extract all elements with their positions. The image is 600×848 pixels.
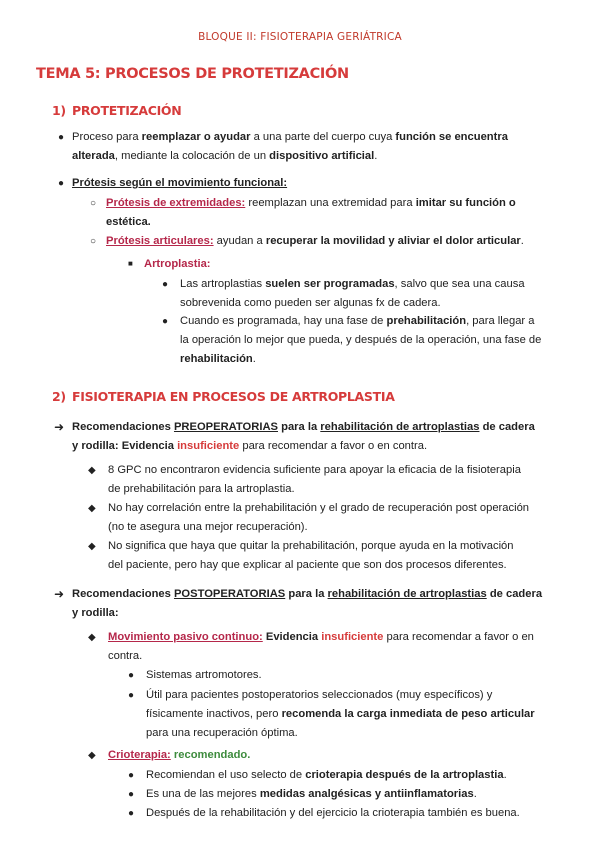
bullet-dot-icon: ●: [162, 316, 169, 327]
arrow-right-icon: ➜: [54, 587, 65, 601]
bullet-dot-icon: ●: [128, 808, 135, 819]
protesis-articulares: Prótesis articulares: ayudan a recuperar la movilidad y aliviar el dolor articular.: [106, 235, 524, 247]
definition-paragraph: Proceso para reemplazar o ayudar a una parte del cuerpo cuya función se encuentra alterada, mediante la colocación de un dispositivo artificial.: [72, 131, 508, 162]
section-2-title: FISIOTERAPIA EN PROCESOS DE ARTROPLASTIA: [72, 389, 395, 404]
crioterapia: Crioterapia: recomendado.: [108, 749, 251, 761]
mpc-point-1: Sistemas artromotores.: [146, 669, 262, 681]
movimiento-pasivo: Movimiento pasivo continuo: Evidencia insuficiente para recomendar a favor o en contra.: [108, 631, 534, 662]
bullet-circle-icon: ○: [90, 198, 97, 209]
section-1-heading: [52, 103, 181, 118]
bullet-diamond-icon: ◆: [88, 632, 96, 643]
bullet-dot-icon: ●: [128, 690, 135, 701]
tema-title: TEMA 5: PROCESOS DE PROTETIZACIÓN: [36, 66, 349, 82]
pre-point-2: No hay correlación entre la prehabilitación y el grado de recuperación post operación (no te asegura una mejor recuperación).: [108, 502, 530, 533]
postoperatorias-paragraph: Recomendaciones POSTOPERATORIAS para la rehabilitación de artroplastias de cadera y rodilla:: [72, 588, 543, 619]
artroplastia-heading: Artroplastia:: [144, 258, 211, 270]
bullet-diamond-icon: ◆: [88, 465, 96, 476]
protesis-heading: Prótesis según el movimiento funcional:: [72, 177, 288, 189]
section-2-heading: [52, 389, 395, 404]
protesis-extremidades: Prótesis de extremidades: reemplazan una extremidad para imitar su función o estética.: [106, 197, 516, 228]
arrow-right-icon: ➜: [54, 420, 65, 434]
crio-point-2: Es una de las mejores medidas analgésicas y antiinflamatorias.: [146, 788, 477, 800]
bullet-diamond-icon: ◆: [88, 750, 96, 761]
bullet-dot-icon: ●: [162, 279, 169, 290]
bullet-dot-icon: ●: [128, 770, 135, 781]
section-1-title: PROTETIZACIÓN: [72, 103, 182, 118]
mpc-point-2: Útil para pacientes postoperatorios seleccionados (muy específicos) y físicamente inactivos, pero recomenda la carga inmediata de peso articular para una recuperación óptima.: [146, 689, 535, 739]
bullet-dot-icon: ●: [128, 789, 135, 800]
artroplastia-point-1: Las artroplastias suelen ser programadas, salvo que sea una causa sobrevenida como pueden ser algunas fx de cadera.: [180, 278, 525, 309]
bullet-dot-icon: ●: [128, 670, 135, 681]
preoperatorias-paragraph: Recomendaciones PREOPERATORIAS para la rehabilitación de artroplastias de cadera y rodilla: Evidencia insuficiente para recomendar a favor o en contra.: [72, 421, 535, 452]
section-2-number: 2): [52, 389, 66, 404]
crio-point-1: Recomiendan el uso selecto de crioterapia después de la artroplastia.: [146, 769, 507, 781]
bullet-dot-icon: ●: [58, 178, 65, 189]
artroplastia-point-2: Cuando es programada, hay una fase de prehabilitación, para llegar a la operación lo mejor que pueda, y después de la operación, una fase de rehabilitación.: [180, 315, 542, 365]
bullet-circle-icon: ○: [90, 236, 97, 247]
bullet-diamond-icon: ◆: [88, 541, 96, 552]
page-header: BLOQUE II: FISIOTERAPIA GERIÁTRICA: [198, 31, 402, 43]
pre-point-1: 8 GPC no encontraron evidencia suficiente para apoyar la eficacia de la fisioterapia de prehabilitación para la artroplastia.: [108, 464, 521, 495]
pre-point-3: No significa que haya que quitar la prehabilitación, porque ayuda en la motivación del paciente, pero hay que explicar al paciente que son dos procesos diferentes.: [108, 540, 514, 571]
bullet-diamond-icon: ◆: [88, 503, 96, 514]
section-1-number: 1): [52, 103, 66, 118]
bullet-square-icon: ■: [128, 259, 133, 268]
bullet-dot-icon: ●: [58, 132, 65, 143]
crio-point-3: Después de la rehabilitación y del ejercicio la crioterapia también es buena.: [146, 807, 520, 819]
